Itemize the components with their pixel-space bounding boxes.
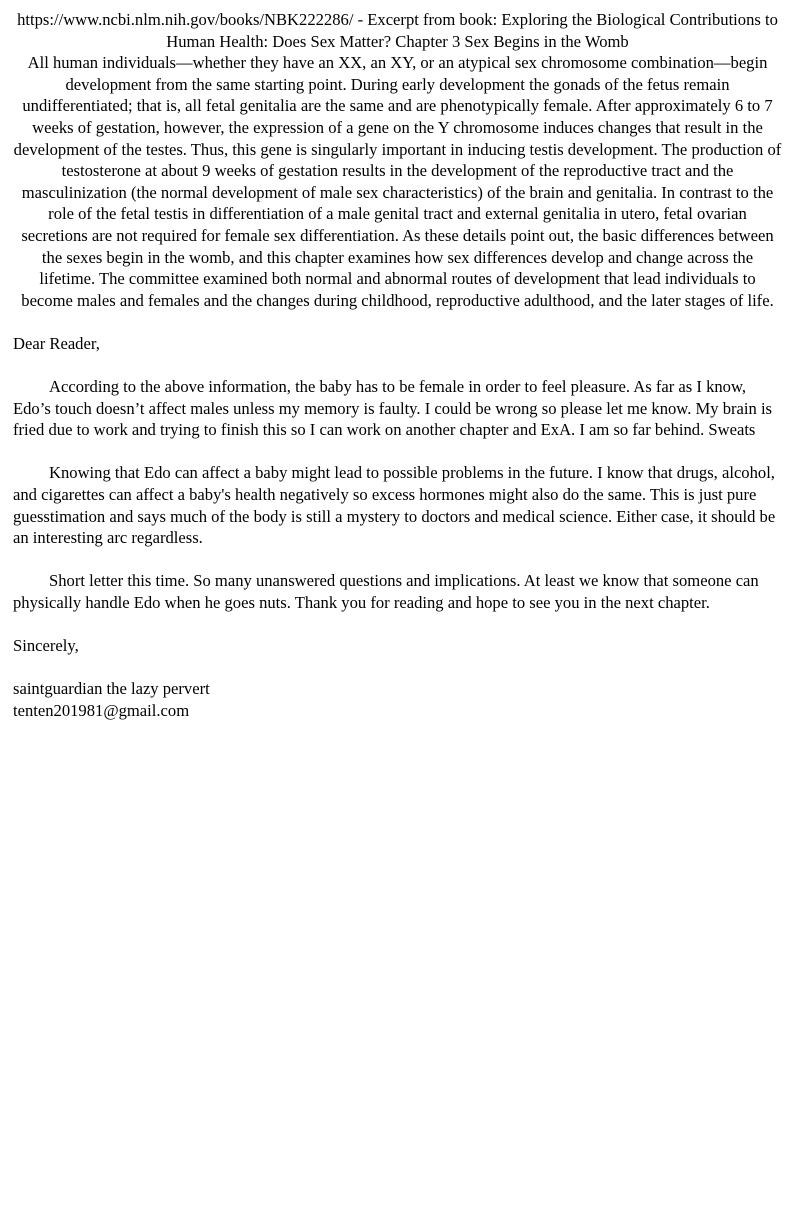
signature-name: saintguardian the lazy pervert bbox=[13, 679, 210, 699]
letter-greeting: Dear Reader, bbox=[13, 333, 100, 353]
letter-paragraph-1: According to the above information, the baby has to be female in order to feel pleasure. As far as I know, Edo’s touch doesn’t affect males unless my memory is faulty. I could be wrong so please let me know. My brain is fried due to work and trying to finish this so I can work on another chapter and ExA. I am so far behind. Sweats bbox=[13, 377, 773, 440]
spacer bbox=[13, 441, 782, 463]
document-page bbox=[13, 9, 782, 722]
spacer bbox=[13, 311, 782, 333]
spacer bbox=[13, 657, 782, 679]
spacer bbox=[13, 549, 782, 571]
letter-closing: Sincerely, bbox=[13, 636, 79, 656]
signature-email[interactable]: tenten201981@gmail.com bbox=[13, 701, 190, 720]
book-excerpt bbox=[13, 9, 782, 311]
letter-paragraph-2: Knowing that Edo can affect a baby might lead to possible problems in the future. I know that drugs, alcohol, and cigarettes can affect a baby's health negatively so excess hormones might also do the same. This is just pure guesstimation and says much of the body is still a mystery to doctors and medical science. Either case, it should be an interesting arc regardless. bbox=[13, 463, 776, 548]
excerpt-source-line: https://www.ncbi.nlm.nih.gov/books/NBK222286/ - Excerpt from book: Exploring the Biological Contributions to Human Health: Does Sex Matter? Chapter 3 Sex Begins in the Womb bbox=[17, 10, 778, 51]
excerpt-body: All human individuals—whether they have an XX, an XY, or an atypical sex chromosome combination—begin development from the same starting point. During early development the gonads of the fetus remain undifferentiated; that is, all fetal genitalia are the same and are phenotypically female. After approximately 6 to 7 weeks of gestation, however, the expression of a gene on the Y chromosome induces changes that result in the development of the testes. Thus, this gene is singularly important in inducing testis development. The production of testosterone at about 9 weeks of gestation results in the development of the reproductive tract and the masculinization (the normal development of male sex characteristics) of the brain and genitalia. In contrast to the role of the fetal testis in differentiation of a male genital tract and external genitalia in utero, fetal ovarian secretions are not required for female sex differentiation. As these details point out, the basic differences between the sexes begin in the womb, and this chapter examines how sex differences develop and change across the lifetime. The committee examined both normal and abnormal routes of development that lead individuals to become males and females and the changes during childhood, reproductive adulthood, and the later stages of life. bbox=[13, 53, 782, 310]
letter bbox=[13, 333, 782, 722]
spacer bbox=[13, 355, 782, 377]
signature-block bbox=[13, 678, 782, 721]
letter-paragraph-3: Short letter this time. So many unanswered questions and implications. At least we know that someone can physically handle Edo when he goes nuts. Thank you for reading and hope to see you in the next chapter. bbox=[13, 571, 759, 613]
spacer bbox=[13, 614, 782, 636]
